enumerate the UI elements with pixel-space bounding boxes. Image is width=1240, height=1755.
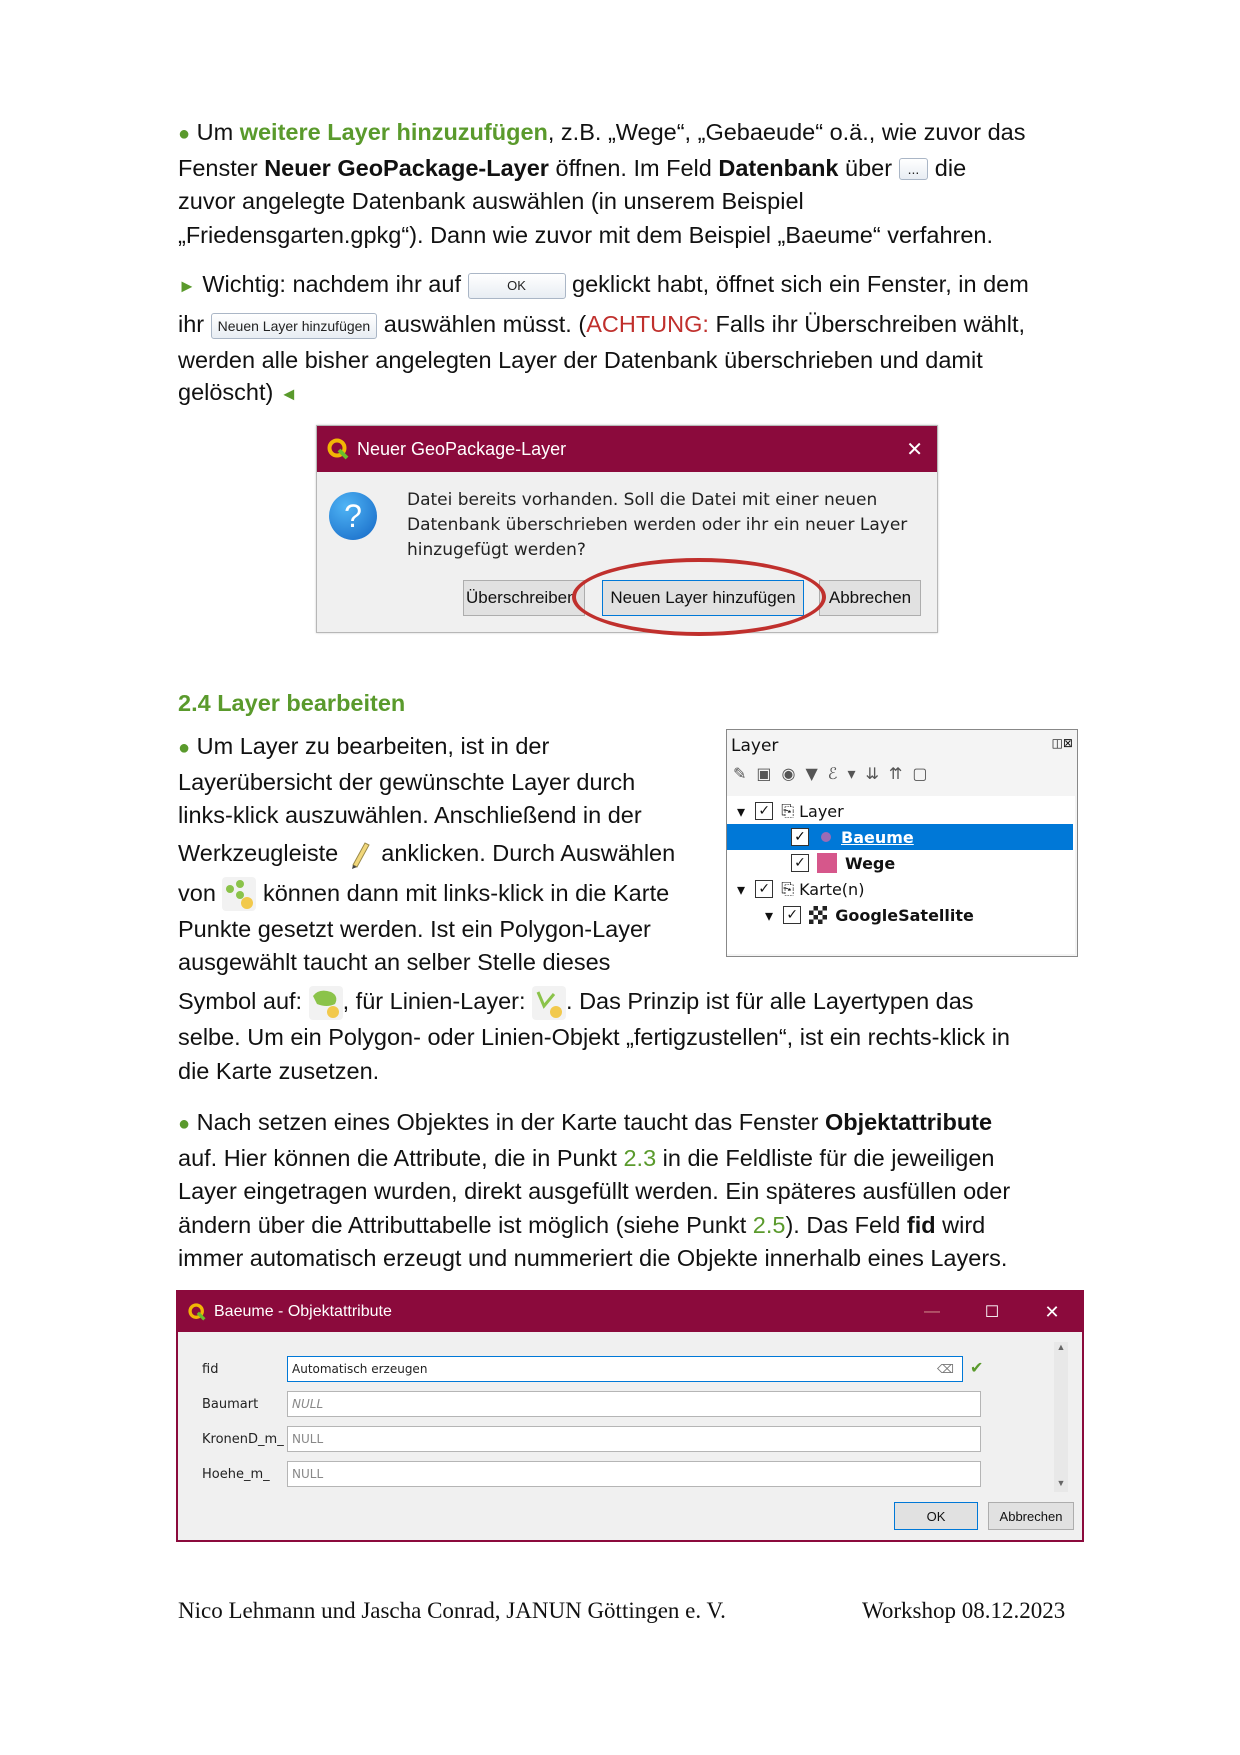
checkbox[interactable]: ✓ xyxy=(791,854,809,872)
text: auf. Hier können die Attribute, die in Punkt xyxy=(178,1144,624,1171)
text: gelöscht) xyxy=(178,379,274,405)
clear-icon[interactable]: ⌫ xyxy=(937,1362,954,1376)
text: werden alle bisher angelegten Layer der Datenbank überschrieben und damit xyxy=(178,347,983,373)
overwrite-button[interactable] xyxy=(463,580,585,616)
baumart-input[interactable] xyxy=(287,1391,981,1417)
point-layer-icon xyxy=(821,832,831,842)
close-icon[interactable]: ✕ xyxy=(1044,1301,1060,1322)
text: ändern über die Attributtabelle ist möglich (siehe Punkt xyxy=(178,1211,753,1238)
text: ihr xyxy=(178,311,211,337)
cancel-button[interactable] xyxy=(988,1502,1074,1530)
add-layer-button-image: Neuen Layer hinzufügen xyxy=(211,313,378,339)
field-value: Automatisch erzeugen xyxy=(292,1362,428,1376)
tree-item-baeume[interactable] xyxy=(791,824,914,850)
paragraph-important xyxy=(178,265,1098,409)
qgis-logo-icon xyxy=(327,438,349,460)
layer-label: Wege xyxy=(845,853,896,873)
text: Um Layer zu bearbeiten, ist in der xyxy=(196,733,550,759)
question-mark: ? xyxy=(344,497,362,534)
add-line-icon xyxy=(532,986,566,1020)
checkbox[interactable]: ✓ xyxy=(783,906,801,924)
text: immer automatisch erzeugt und nummeriert die Objekte innerhalb eines Layers. xyxy=(178,1245,1008,1271)
maximize-icon[interactable]: ☐ xyxy=(984,1304,1000,1321)
object-attributes-dialog xyxy=(176,1290,1084,1542)
text: anklicken. Durch Auswählen xyxy=(374,839,676,866)
raster-layer-icon xyxy=(809,906,827,924)
checkbox[interactable]: ✓ xyxy=(755,880,773,898)
panel-float-close-icons[interactable]: ◫⊠ xyxy=(1051,736,1073,750)
text: Nach setzen eines Objektes in der Karte taucht das Fenster xyxy=(196,1109,825,1135)
bullet-icon: ● xyxy=(178,737,191,759)
button-label: Überschreiben xyxy=(466,588,577,607)
fid-input[interactable] xyxy=(287,1356,963,1382)
pencil-icon xyxy=(345,837,375,871)
panel-title: Layer xyxy=(731,736,779,756)
text: zuvor angelegte Datenbank auswählen (in unserem Beispiel xyxy=(178,188,804,214)
text: Falls ihr Überschreiben wählt, xyxy=(708,311,1026,337)
bullet-icon: ● xyxy=(178,1113,191,1135)
group-icon: ⎘ xyxy=(781,879,800,898)
button-label: OK xyxy=(926,1508,946,1524)
text: Datei bereits vorhanden. Soll die Datei mit einer neuen xyxy=(407,490,878,510)
layer-label: Baeume xyxy=(841,827,914,847)
field-value: NULL xyxy=(292,1397,324,1411)
text: auswählen müsst. ( xyxy=(377,311,587,337)
bold-text: fid xyxy=(906,1211,936,1238)
field-value: NULL xyxy=(292,1467,324,1481)
valid-check-icon: ✔ xyxy=(970,1360,984,1377)
checkbox[interactable]: ✓ xyxy=(755,802,773,820)
dialog-title-bar xyxy=(178,1292,1082,1332)
cancel-button[interactable] xyxy=(819,580,921,616)
tree-group-karten[interactable]: ▾ ✓ ⎘ Karte(n) xyxy=(737,879,865,899)
text: selbe. Um ein Polygon- oder Linien-Objekt „fertigzustellen“, ist ein rechts-klick in xyxy=(178,1024,1010,1050)
dialog-title: Neuer GeoPackage-Layer xyxy=(357,438,567,459)
paragraph-edit-layers xyxy=(178,730,738,980)
ok-button-image: OK xyxy=(468,273,566,299)
arrow-right-icon: ► xyxy=(178,276,196,296)
question-icon xyxy=(329,492,377,540)
warning-text: ACHTUNG: xyxy=(586,311,709,337)
paragraph-add-layers xyxy=(178,116,1098,252)
text: über xyxy=(838,154,899,181)
group-label: Karte(n) xyxy=(799,879,865,899)
add-polygon-icon xyxy=(309,986,343,1020)
text: öffnen. Im Feld xyxy=(548,154,719,181)
text: von xyxy=(178,879,223,906)
text: Punkte gesetzt werden. Ist ein Polygon-Layer xyxy=(178,915,651,942)
button-label: Abbrechen xyxy=(999,1508,1063,1524)
field-value: NULL xyxy=(292,1432,324,1446)
qgis-logo-icon xyxy=(188,1303,206,1321)
section-heading: 2.4 Layer bearbeiten xyxy=(178,690,406,716)
bold-text: Objektattribute xyxy=(824,1109,993,1135)
dialog-message xyxy=(407,488,907,563)
panel-toolbar: ✎▣◉▼ℰ▾⇊⇈▢ xyxy=(733,764,938,783)
text: Layerübersicht der gewünschte Layer durch xyxy=(178,768,636,795)
dialog-title: Baeume - Objektattribute xyxy=(214,1303,392,1320)
text: Werkzeugleiste xyxy=(178,839,345,866)
text: ausgewählt taucht an selber Stelle dieses xyxy=(178,949,611,975)
section-ref: 2.5 xyxy=(752,1211,786,1238)
text: „Friedensgarten.gpkg“). Dann wie zuvor mit dem Beispiel „Baeume“ verfahren. xyxy=(178,221,994,248)
text: Symbol auf: xyxy=(178,988,309,1014)
button-label: Neuen Layer hinzufügen xyxy=(610,588,796,607)
tree-group-layer[interactable]: ▾ ✓ ⎘ Layer xyxy=(737,801,844,821)
field-label-fid: fid xyxy=(202,1362,219,1377)
text: . Das Prinzip ist für alle Layertypen das xyxy=(566,988,974,1014)
section-ref: 2.3 xyxy=(623,1144,657,1171)
bullet-icon: ● xyxy=(178,123,191,145)
footer-date: Workshop 08.12.2023 xyxy=(862,1598,1066,1623)
paragraph-object-attributes xyxy=(178,1106,1098,1276)
text: Um xyxy=(196,119,234,145)
group-label: Layer xyxy=(799,801,844,821)
dialog-title-bar xyxy=(317,426,937,472)
paragraph-edit-layers-cont xyxy=(178,981,1098,1088)
browse-button: ... xyxy=(899,158,929,180)
ok-button[interactable] xyxy=(894,1502,978,1530)
text: können dann mit links-klick in die Karte xyxy=(256,879,670,906)
tree-item-wege[interactable] xyxy=(791,850,895,876)
tree-item-googlesatellite[interactable]: ▾ ✓ GoogleSatellite xyxy=(765,905,974,925)
text: Datenbank überschrieben werden oder ihr ein neuer Layer xyxy=(407,515,908,535)
layer-panel xyxy=(726,729,1078,957)
highlight-circle xyxy=(572,558,826,636)
text: ). Das Feld xyxy=(785,1211,907,1238)
checkbox[interactable]: ✓ xyxy=(791,828,809,846)
field-label-hoehe: Hoehe_m_ xyxy=(202,1467,270,1482)
geopackage-dialog xyxy=(316,425,938,633)
text: Wichtig: nachdem ihr auf xyxy=(195,271,468,297)
text: , für Linien-Layer: xyxy=(342,988,533,1014)
close-icon[interactable]: ✕ xyxy=(906,438,923,461)
hoehe-input[interactable] xyxy=(287,1461,981,1487)
bold-text: Datenbank xyxy=(718,154,839,181)
text: geklickt habt, öffnet sich ein Fenster, in dem xyxy=(565,271,1029,297)
text: links-klick auszuwählen. Anschließend in der xyxy=(178,802,642,828)
scrollbar[interactable]: ▲ ▼ xyxy=(1054,1342,1068,1492)
text: Layer eingetragen wurden, direkt ausgefüllt werden. Ein späteres ausfüllen oder xyxy=(178,1178,1011,1204)
text: wird xyxy=(935,1211,986,1238)
arrow-left-icon: ◄ xyxy=(279,384,298,404)
footer-authors: Nico Lehmann und Jascha Conrad, JANUN Göttingen e. V. xyxy=(178,1598,726,1623)
kronend-input[interactable] xyxy=(287,1426,981,1452)
field-label-baumart: Baumart xyxy=(202,1397,259,1412)
highlight-text: weitere Layer hinzuzufügen xyxy=(239,119,548,145)
add-point-icon xyxy=(222,877,256,911)
text: Fenster xyxy=(178,154,265,181)
polygon-layer-icon xyxy=(817,853,837,873)
text: , z.B. „Wege“, „Gebaeude“ o.ä., wie zuvor das xyxy=(547,119,1026,145)
text: die xyxy=(928,154,967,181)
layer-label: GoogleSatellite xyxy=(835,905,974,925)
group-icon: ⎘ xyxy=(781,801,800,820)
field-label-kronend: KronenD_m_ xyxy=(202,1432,284,1447)
text: hinzugefügt werden? xyxy=(407,540,586,560)
minimize-icon[interactable]: — xyxy=(924,1303,940,1320)
text: die Karte zusetzen. xyxy=(178,1057,380,1084)
button-label: Abbrechen xyxy=(828,588,912,607)
text: in die Feldliste für die jeweiligen xyxy=(656,1144,995,1171)
bold-text: Neuer GeoPackage-Layer xyxy=(264,154,549,181)
